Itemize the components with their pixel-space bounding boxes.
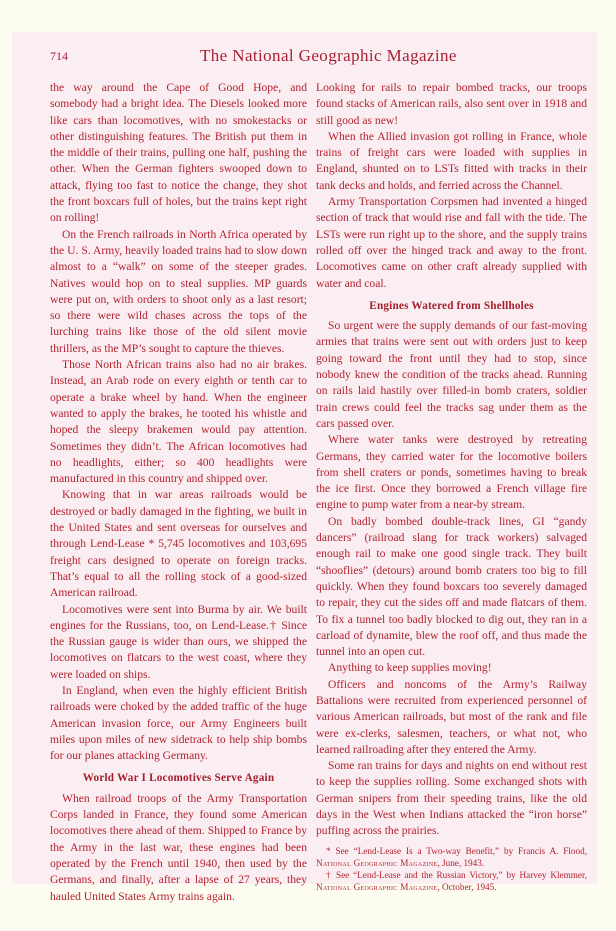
paragraph: Knowing that in war areas railroads would be destroyed or badly damaged in the fighting, we built in the United States and sent overseas for ourselves and through Lend-Lease * 5,745 locomotives and 103,695 freight cars designed to operate on foreign tracks. That’s equal to all the rolling stock of a good-sized American railroad. bbox=[50, 488, 307, 600]
footnote-mark: † bbox=[326, 869, 333, 880]
footnote-mark: * bbox=[326, 845, 331, 856]
paragraph: Looking for rails to repair bombed tracks, our troops found stacks of American rails, also sent over in 1918 and still good as new! bbox=[316, 81, 587, 127]
paragraph: Army Transportation Corpsmen had invented a hinged section of track that would rise and fall with the tide. The LSTs were run right up to the shore, and the supply trains rolled off over the hinged track and away to the front. Locomotives came on other craft already supplied with water and coal. bbox=[316, 195, 587, 290]
right-column bbox=[316, 80, 587, 893]
page-number: 714 bbox=[50, 49, 68, 63]
paragraph: On the French railroads in North Africa operated by the U. S. Army, heavily loaded trains had to slow down almost to a “walk” on some of the steeper grades. Natives would hop on to steal supplies. MP guards were put on, with orders to shoot only as a last resort; so there were wild chases across the tops of the lurching trains like those of the old silent movie thrillers, as the MP’s sought to capture the thieves. bbox=[50, 227, 307, 355]
footnote bbox=[316, 845, 587, 869]
running-title: The National Geographic Magazine bbox=[200, 46, 457, 65]
paragraph: Some ran trains for days and nights on end without rest to keep the supplies rolling. Some exchanged shots with German snipers from their speeding trains, like the old days in the West when Indians attacked the “iron horse” puffing across the prairies. bbox=[316, 759, 587, 838]
paragraph: When railroad troops of the Army Transportation Corps landed in France, they found some American locomotives there ahead of them. Shipped to France by the Army in the last war, these engines had been operated by the French until 1940, then used by the Germans, and finally, after a lapse of 27 years, they hauled United States Army trains again. bbox=[50, 791, 307, 903]
footnote-text: See “Lend-Lease and the Russian Victory,” by Harvey Klemmer, bbox=[335, 869, 587, 880]
paragraph: When the Allied invasion got rolling in France, whole trains of freight cars were loaded with supplies in England, shunted on to LSTs fitted with tracks in their tank decks and holds, and ferried across the Channel. bbox=[316, 129, 587, 192]
paragraph: Where water tanks were destroyed by retreating Germans, they carried water for the locomotive boilers from shell craters or ponds, sometimes having to break the ice first. Once they borrowed a French village fire engine to pump water from a near-by stream. bbox=[316, 433, 587, 512]
section-subheading: World War I Locomotives Serve Again bbox=[82, 772, 275, 785]
left-column bbox=[50, 80, 307, 905]
paragraph: In England, when even the highly efficient British railroads were choked by the added traffic of the huge American invasion force, our Army Engineers built miles upon miles of new sidetrack to help ship bombs for our planes attacking Germany. bbox=[50, 683, 307, 763]
paragraph: the way around the Cape of Good Hope, and somebody had a bright idea. The Diesels looked more like cars than locomotives, with no smokestacks or other distinguishing features. The British put them in the middle of their trains, pulling one half, pushing the other. When the German fighters swooped down to attack, flying too fast to notice the change, they shot the front boxcars full of holes, but the trains kept right on rolling! bbox=[50, 81, 307, 225]
publication-name: National Geographic Magazine bbox=[316, 881, 438, 892]
paragraph: So urgent were the supply demands of our fast-moving armies that trains were sent out with orders just to keep going toward the front until they had to stop, since nobody knew the condition of the tracks ahead. Running on rails laid hastily over filled-in bomb craters, soldier train crews could feel the tracks sag under them as the cars passed over. bbox=[316, 319, 587, 430]
paragraph: Anything to keep supplies moving! bbox=[328, 661, 492, 675]
paragraph: Officers and noncoms of the Army’s Railway Battalions were recruited from experienced personnel of various American railroads, but most of the rank and file were ex-clerks, salesmen, teachers, or what not, who learned railroading after they entered the Army. bbox=[316, 677, 587, 756]
footnote-date: , June, 1943. bbox=[437, 857, 485, 868]
footnote-date: , October, 1945. bbox=[437, 881, 497, 892]
section-subheading: Engines Watered from Shellholes bbox=[369, 299, 534, 312]
footnote bbox=[316, 869, 587, 893]
footnotes bbox=[316, 845, 587, 893]
footnote-text: See “Lend-Lease Is a Two-way Benefit,” by Francis A. Flood, bbox=[335, 845, 588, 856]
paragraph: Locomotives were sent into Burma by air. We built engines for the Russians, too, on Lend-Lease.† Since the Russian gauge is wider than ours, we shipped the locomotives on flatcars to the west coast, where they were loaded on ships. bbox=[50, 602, 307, 681]
paragraph: Those North African trains also had no air brakes. Instead, an Arab rode on every eighth or tenth car to operate a brake wheel by hand. When the engineer wanted to apply the brakes, he tooted his whistle and hoped the sleepy brakemen would pay attention. Sometimes they didn’t. The African locomotives had no headlights, either; so 400 headlights were manufactured in this country and shipped over. bbox=[50, 358, 307, 486]
page-header bbox=[50, 46, 587, 69]
paragraph: On badly bombed double-track lines, GI “gandy dancers” (railroad slang for track workers) salvaged enough rail to make one good single track. They built “shooflies” (detours) around bomb craters too big to fill quickly. When they found boxcars too severely damaged to repair, they cut the sides off and made flatcars of them. To fix a tunnel too badly blocked to dig out, they ran in a carload of dynamite, blew the roof off, and thus made the tunnel into an open cut. bbox=[316, 514, 587, 659]
publication-name: National Geographic Magazine bbox=[316, 857, 438, 868]
